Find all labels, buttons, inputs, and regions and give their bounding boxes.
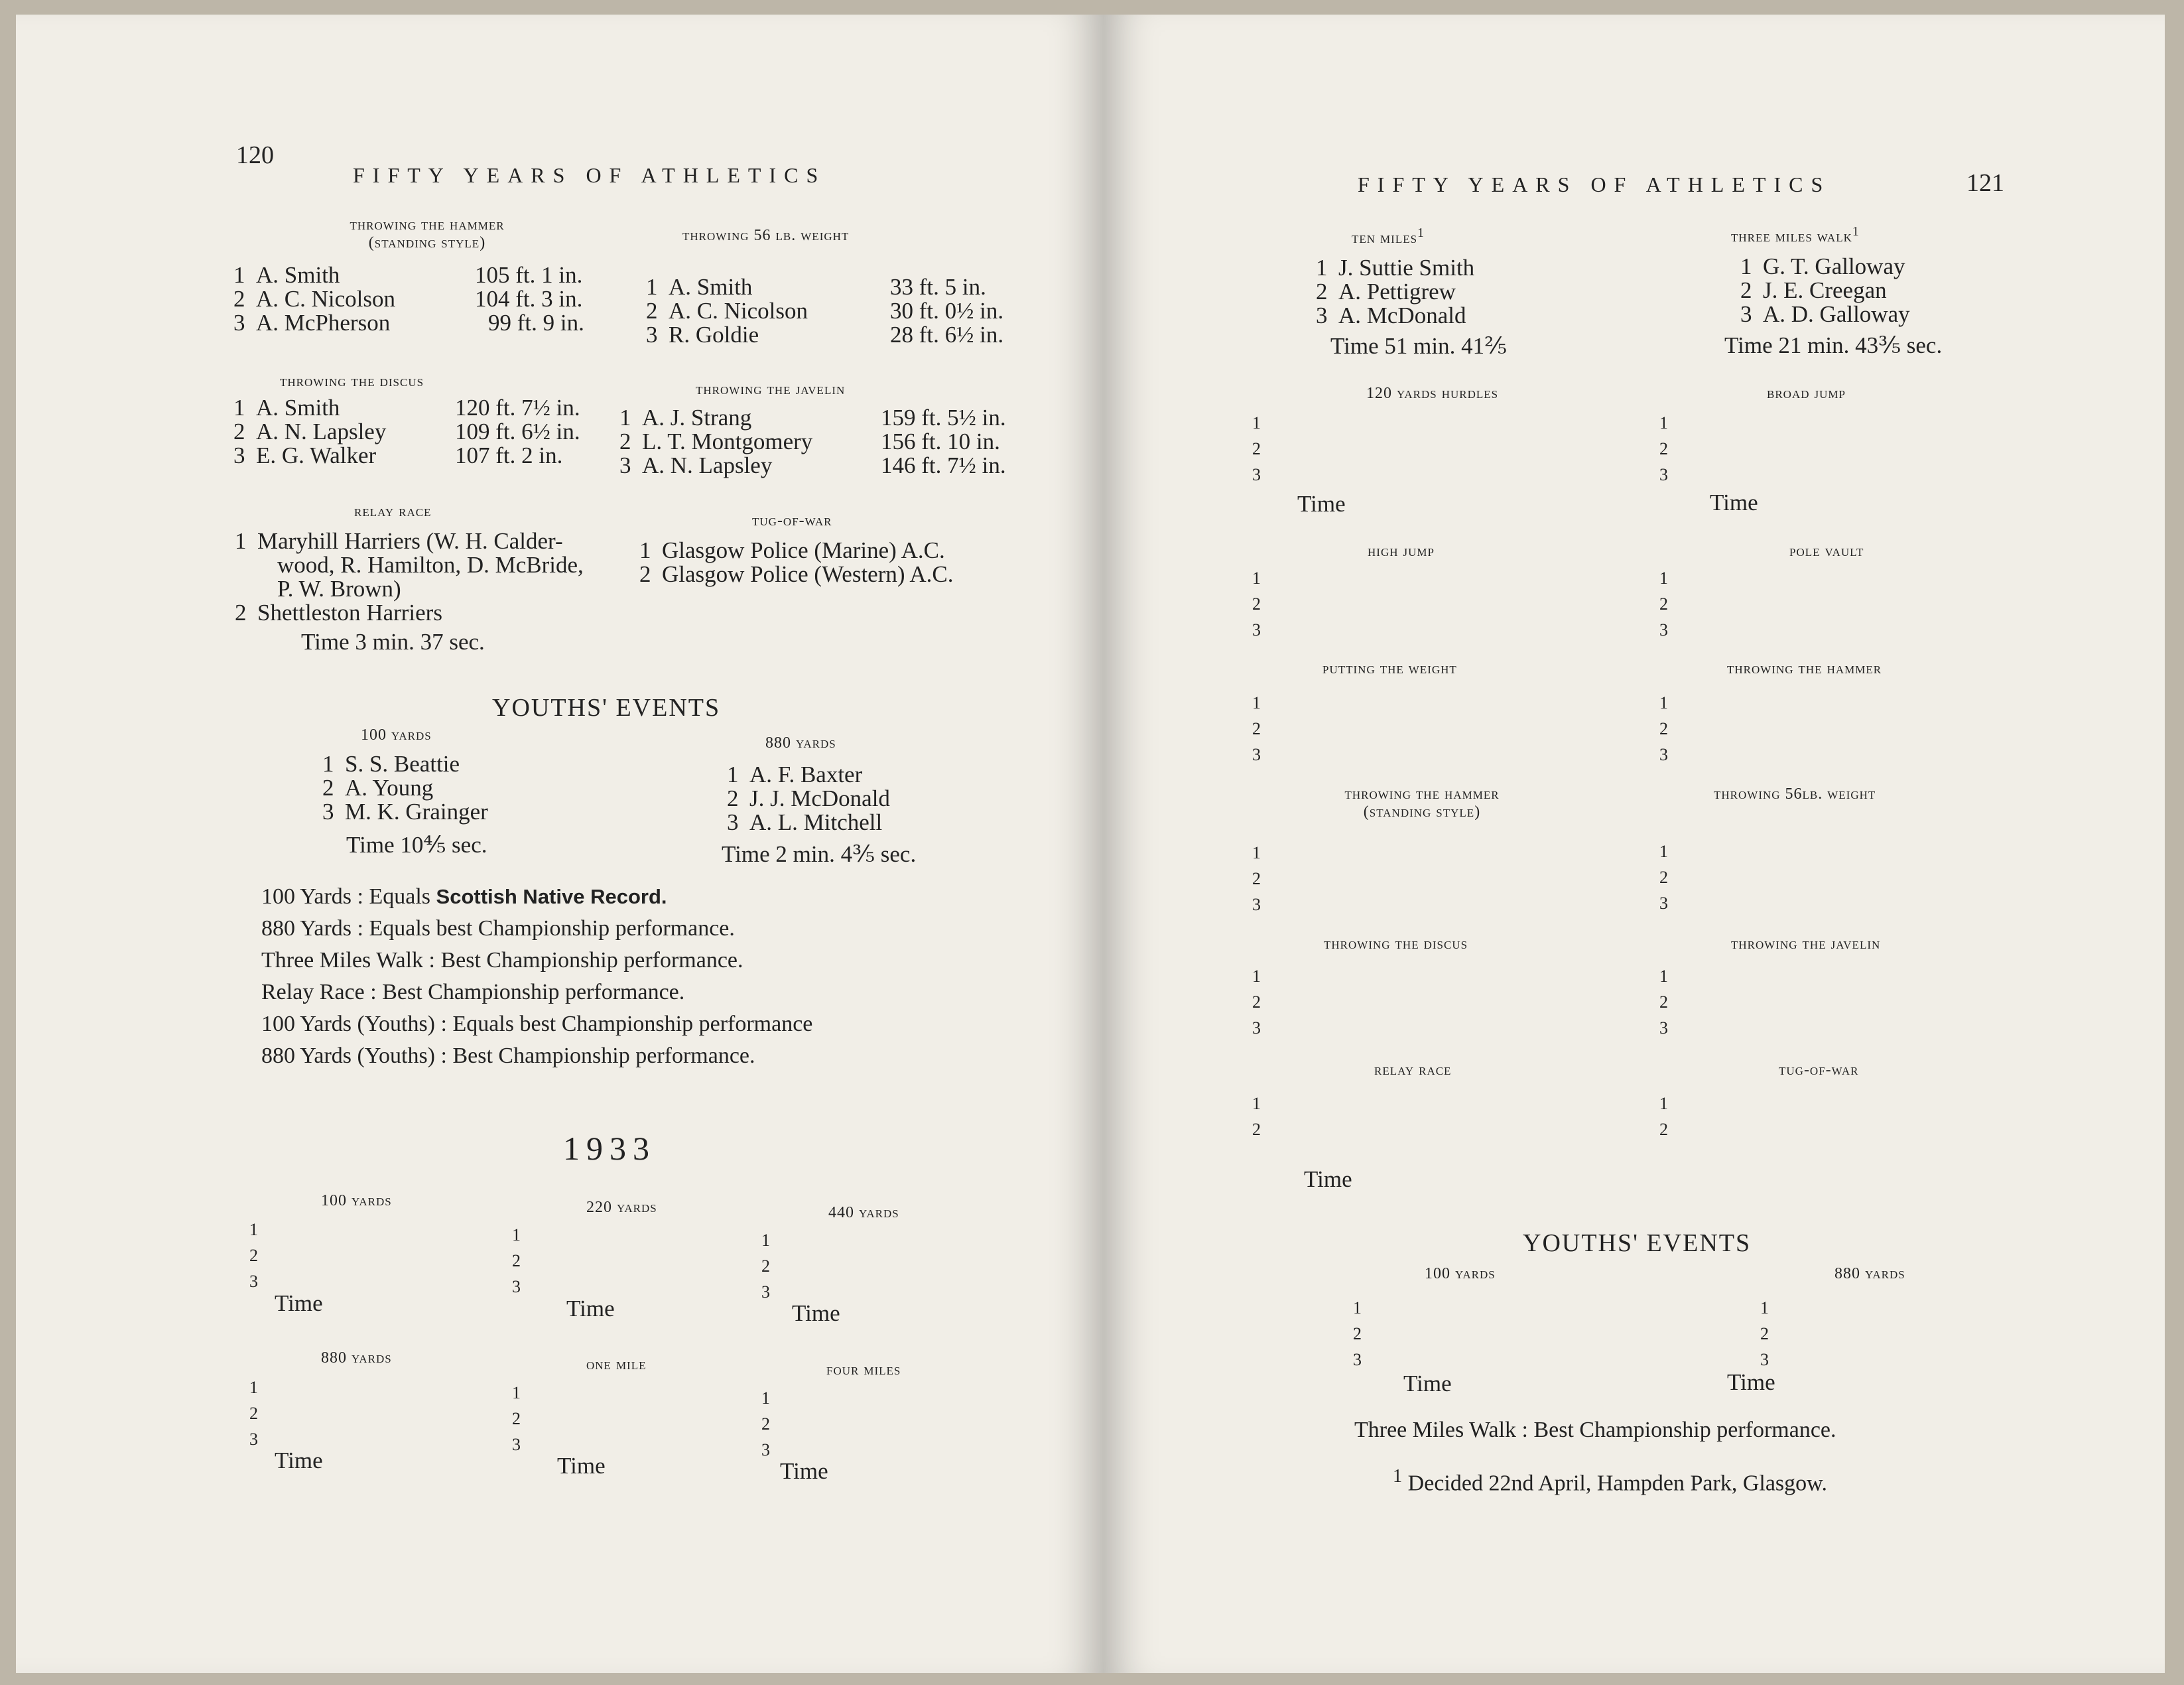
place: 2 xyxy=(1659,992,1668,1012)
place: 1 xyxy=(761,1231,770,1250)
event-title-text: ten miles xyxy=(1352,230,1418,247)
place: 2 xyxy=(235,600,247,626)
result-mark: 109 ft. 6½ in. xyxy=(455,419,580,444)
page-number: 120 xyxy=(236,141,274,169)
place: 1 xyxy=(322,751,334,777)
place: 2 xyxy=(1659,594,1668,614)
place: 3 xyxy=(1353,1350,1362,1369)
team-line: wood, R. Hamilton, D. McBride, xyxy=(277,552,584,578)
results-relay xyxy=(235,529,584,625)
event-title: throwing the discus xyxy=(1324,935,1468,953)
section-heading: YOUTHS' EVENTS xyxy=(492,694,721,722)
result-mark: 33 ft. 5 in. xyxy=(890,274,986,300)
event-title: 440 yards xyxy=(828,1204,899,1221)
record-notes xyxy=(261,881,812,1072)
athlete-name: A. Young xyxy=(345,775,434,801)
place-list xyxy=(761,1227,770,1305)
athlete-name: A. C. Nicolson xyxy=(256,286,395,312)
athlete-name: A. N. Lapsley xyxy=(642,452,773,478)
place: 2 xyxy=(1252,992,1261,1012)
place: 3 xyxy=(1760,1350,1769,1369)
place: 2 xyxy=(512,1409,521,1428)
place: 1 xyxy=(235,528,247,554)
place: 1 xyxy=(727,762,739,787)
event-title xyxy=(1352,226,1425,247)
place: 1 xyxy=(1252,569,1261,588)
athlete-name: R. Goldie xyxy=(669,322,759,348)
place: 2 xyxy=(233,286,245,312)
place: 2 xyxy=(249,1404,258,1423)
team-name: Glasgow Police (Western) A.C. xyxy=(662,561,954,587)
place: 1 xyxy=(1353,1298,1362,1317)
page-number: 121 xyxy=(1966,169,2004,197)
footnote-ref: 1 xyxy=(1417,226,1425,240)
result-mark: 30 ft. 0½ in. xyxy=(890,298,1004,324)
place-list xyxy=(761,1385,770,1463)
event-title xyxy=(275,216,580,252)
place: 3 xyxy=(322,799,334,825)
footnote-ref: 1 xyxy=(1852,224,1860,239)
team-line: Shettleston Harriers xyxy=(257,600,442,626)
place-list xyxy=(1659,963,1668,1041)
place-list xyxy=(1252,840,1261,917)
place-list xyxy=(1252,1091,1261,1142)
event-title: relay race xyxy=(354,503,432,520)
place: 1 xyxy=(1252,693,1261,712)
place: 1 xyxy=(1252,843,1261,862)
event-title: 100 yards xyxy=(1425,1265,1496,1282)
event-title: pole vault xyxy=(1789,543,1864,560)
place: 2 xyxy=(761,1256,770,1276)
place-list xyxy=(249,1375,258,1452)
place: 2 xyxy=(1353,1324,1362,1343)
result-mark: 120 ft. 7½ in. xyxy=(455,395,580,421)
place: 2 xyxy=(1760,1324,1769,1343)
place: 1 xyxy=(1252,413,1261,433)
place-list xyxy=(1659,565,1668,643)
place: 3 xyxy=(1740,301,1752,327)
place: 3 xyxy=(761,1440,770,1459)
note-text: 100 Yards : Equals xyxy=(261,884,436,909)
place: 1 xyxy=(1760,1298,1769,1317)
event-subtitle: (standing style) xyxy=(1363,803,1481,821)
place: 3 xyxy=(249,1430,258,1449)
event-subtitle: (standing style) xyxy=(368,234,486,251)
note-line xyxy=(261,881,812,913)
note-line: 880 Yards (Youths) : Best Championship performance. xyxy=(261,1044,755,1068)
note-emphasis: Scottish Native Record. xyxy=(436,885,667,908)
place: 2 xyxy=(1659,868,1668,887)
note-line: Relay Race : Best Championship performance. xyxy=(261,980,685,1004)
result-time: Time xyxy=(1297,491,1346,517)
athlete-name: L. T. Montgomery xyxy=(642,429,813,454)
athlete-name: A. D. Galloway xyxy=(1763,301,1910,327)
place: 2 xyxy=(1659,719,1668,738)
place: 2 xyxy=(322,775,334,801)
page-120 xyxy=(16,15,1104,1673)
athlete-name: G. T. Galloway xyxy=(1763,253,1905,279)
place: 1 xyxy=(1659,1094,1668,1113)
event-title: broad jump xyxy=(1767,385,1846,402)
results-javelin xyxy=(619,406,1006,478)
place: 3 xyxy=(1252,745,1261,764)
record-note: Three Miles Walk : Best Championship performance. xyxy=(1354,1418,1836,1442)
place: 1 xyxy=(1659,569,1668,588)
athlete-name: A. L. Mitchell xyxy=(749,809,883,835)
place-list xyxy=(1252,565,1261,643)
result-time: Time 2 min. 4⅗ sec. xyxy=(722,841,917,867)
results-discus xyxy=(233,396,580,468)
results-three-miles-walk xyxy=(1740,255,1910,326)
result-time: Time 51 min. 41⅖ xyxy=(1330,333,1508,359)
team-line: P. W. Brown) xyxy=(277,576,401,602)
place: 3 xyxy=(1316,303,1328,328)
place: 2 xyxy=(512,1251,521,1270)
place: 1 xyxy=(646,274,658,300)
place-list xyxy=(512,1380,521,1457)
place: 3 xyxy=(1659,1018,1668,1038)
place: 2 xyxy=(727,785,739,811)
place: 3 xyxy=(1659,465,1668,484)
event-title: throwing the discus xyxy=(280,373,424,390)
place: 1 xyxy=(249,1378,258,1397)
page-121 xyxy=(1104,15,2165,1673)
place: 2 xyxy=(1740,277,1752,303)
place: 1 xyxy=(233,262,245,288)
event-title: throwing the javelin xyxy=(1731,935,1881,953)
place: 1 xyxy=(1316,255,1328,281)
place: 2 xyxy=(1252,439,1261,458)
place: 2 xyxy=(1252,719,1261,738)
event-title: 120 yards hurdles xyxy=(1366,385,1499,402)
athlete-name: A. Pettigrew xyxy=(1338,279,1456,304)
event-title: 880 yards xyxy=(765,734,836,752)
athlete-name: A. Smith xyxy=(256,395,340,421)
place: 2 xyxy=(1659,439,1668,458)
note-line: Three Miles Walk : Best Championship performance. xyxy=(261,948,743,973)
place-list xyxy=(249,1217,258,1294)
athlete-name: A. McDonald xyxy=(1338,303,1466,328)
place: 1 xyxy=(249,1220,258,1239)
place: 3 xyxy=(619,452,631,478)
result-time: Time xyxy=(1304,1166,1352,1192)
place: 2 xyxy=(233,419,245,444)
athlete-name: A. F. Baxter xyxy=(749,762,863,787)
place: 3 xyxy=(1659,745,1668,764)
results-56lb-weight xyxy=(646,275,1003,347)
place: 3 xyxy=(646,322,658,348)
result-mark: 159 ft. 5½ in. xyxy=(881,405,1006,431)
results-youth-100 xyxy=(322,752,488,824)
place: 3 xyxy=(512,1435,521,1454)
footnote-text: Decided 22nd April, Hampden Park, Glasgow. xyxy=(1407,1471,1828,1496)
footnote xyxy=(1393,1461,1827,1499)
result-time: Time xyxy=(1710,490,1758,515)
athlete-name: J. J. McDonald xyxy=(749,785,890,811)
place-list xyxy=(512,1222,521,1300)
event-title xyxy=(1289,785,1555,821)
event-title-text: three miles walk xyxy=(1731,228,1852,245)
event-title: tug-of-war xyxy=(1779,1061,1859,1079)
event-title: 220 yards xyxy=(586,1199,657,1216)
athlete-name: J. Suttie Smith xyxy=(1338,255,1475,281)
place: 1 xyxy=(1252,1094,1261,1113)
place: 1 xyxy=(512,1383,521,1402)
place: 1 xyxy=(1659,842,1668,861)
place-list xyxy=(1659,839,1668,916)
event-title: throwing the hammer xyxy=(1727,660,1882,677)
athlete-name: S. S. Beattie xyxy=(345,751,460,777)
event-title xyxy=(1731,224,1860,246)
result-mark: 107 ft. 2 in. xyxy=(455,442,563,468)
place: 2 xyxy=(646,298,658,324)
result-time: Time xyxy=(792,1300,840,1326)
result-mark: 146 ft. 7½ in. xyxy=(881,452,1006,478)
place: 1 xyxy=(1659,413,1668,433)
result-mark: 99 ft. 9 in. xyxy=(488,310,584,336)
results-hammer-standing xyxy=(233,263,584,335)
place: 3 xyxy=(761,1282,770,1302)
team-name: Glasgow Police (Marine) A.C. xyxy=(662,537,945,563)
event-title: throwing 56lb. weight xyxy=(1714,785,1876,803)
event-title: tug-of-war xyxy=(752,512,832,529)
place: 3 xyxy=(1252,465,1261,484)
event-title: throwing 56 lb. weight xyxy=(682,227,850,244)
athlete-name: E. G. Walker xyxy=(256,442,377,468)
place: 3 xyxy=(233,442,245,468)
place: 2 xyxy=(1316,279,1328,304)
result-time: Time xyxy=(1403,1371,1452,1396)
team-line: Maryhill Harriers (W. H. Calder- xyxy=(257,528,563,554)
result-mark: 28 ft. 6½ in. xyxy=(890,322,1004,348)
result-time: Time xyxy=(780,1458,828,1484)
result-time: Time 21 min. 43⅗ sec. xyxy=(1724,332,1943,358)
place: 1 xyxy=(512,1225,521,1245)
athlete-name: A. Smith xyxy=(256,262,340,288)
event-title: 100 yards xyxy=(361,726,432,744)
result-mark: 105 ft. 1 in. xyxy=(475,262,583,288)
event-title-text: throwing the hammer xyxy=(1344,785,1500,803)
place-list xyxy=(1252,690,1261,768)
athlete-name: A. J. Strang xyxy=(642,405,752,431)
event-title: 100 yards xyxy=(321,1192,392,1209)
place: 1 xyxy=(1252,967,1261,986)
place: 1 xyxy=(1740,253,1752,279)
place: 1 xyxy=(233,395,245,421)
place: 3 xyxy=(1659,620,1668,640)
result-mark: 156 ft. 10 in. xyxy=(881,429,1000,454)
note-line: 100 Yards (Youths) : Equals best Championship performance xyxy=(261,1012,813,1036)
event-title: 880 yards xyxy=(1834,1265,1905,1282)
athlete-name: J. E. Creegan xyxy=(1763,277,1887,303)
athlete-name: M. K. Grainger xyxy=(345,799,488,825)
place: 1 xyxy=(639,537,651,563)
running-head: FIFTY YEARS OF ATHLETICS xyxy=(353,163,826,187)
place-list xyxy=(1353,1295,1362,1373)
place: 3 xyxy=(1252,895,1261,914)
event-title: putting the weight xyxy=(1322,660,1457,677)
place: 2 xyxy=(1252,594,1261,614)
result-mark: 104 ft. 3 in. xyxy=(475,286,583,312)
event-title: 880 yards xyxy=(321,1349,392,1367)
result-time: Time xyxy=(275,1448,323,1473)
event-title: one mile xyxy=(586,1356,647,1373)
result-time: Time 3 min. 37 sec. xyxy=(301,629,485,655)
event-title: four miles xyxy=(826,1361,901,1379)
section-heading: YOUTHS' EVENTS xyxy=(1523,1229,1752,1257)
place: 2 xyxy=(249,1246,258,1265)
place-list xyxy=(1659,410,1668,488)
place-list xyxy=(1659,1091,1668,1142)
place: 2 xyxy=(1659,1120,1668,1139)
event-title: relay race xyxy=(1374,1061,1452,1079)
results-tug-of-war xyxy=(639,539,953,586)
place: 3 xyxy=(1252,1018,1261,1038)
place: 1 xyxy=(761,1388,770,1408)
place-list xyxy=(1252,410,1261,488)
place: 3 xyxy=(249,1272,258,1291)
event-title-text: throwing the hammer xyxy=(350,216,505,234)
athlete-name: A. McPherson xyxy=(256,310,391,336)
place: 2 xyxy=(1252,869,1261,888)
event-title: high jump xyxy=(1368,543,1435,560)
athlete-name: A. N. Lapsley xyxy=(256,419,387,444)
place-list xyxy=(1659,690,1668,768)
result-time: Time 10⅘ sec. xyxy=(346,832,487,858)
athlete-name: A. Smith xyxy=(669,274,753,300)
year-heading: 1933 xyxy=(563,1130,656,1167)
place: 2 xyxy=(619,429,631,454)
result-time: Time xyxy=(557,1453,606,1479)
result-time: Time xyxy=(1727,1369,1775,1395)
place: 1 xyxy=(1659,693,1668,712)
result-time: Time xyxy=(566,1296,615,1321)
place: 3 xyxy=(233,310,245,336)
event-title: throwing the javelin xyxy=(696,381,846,398)
footnote-mark: 1 xyxy=(1393,1466,1403,1487)
results-youth-880 xyxy=(727,763,890,835)
place-list xyxy=(1760,1295,1769,1373)
place: 1 xyxy=(1659,967,1668,986)
place: 3 xyxy=(1252,620,1261,640)
place-list xyxy=(1252,963,1261,1041)
place: 3 xyxy=(1659,894,1668,913)
place: 3 xyxy=(727,809,739,835)
place: 3 xyxy=(512,1277,521,1296)
place: 2 xyxy=(639,561,651,587)
place: 2 xyxy=(761,1414,770,1434)
athlete-name: A. C. Nicolson xyxy=(669,298,808,324)
results-ten-miles xyxy=(1316,256,1474,328)
running-head: FIFTY YEARS OF ATHLETICS xyxy=(1358,172,1831,196)
place: 2 xyxy=(1252,1120,1261,1139)
result-time: Time xyxy=(275,1290,323,1316)
place: 1 xyxy=(619,405,631,431)
note-line: 880 Yards : Equals best Championship performance. xyxy=(261,916,735,941)
